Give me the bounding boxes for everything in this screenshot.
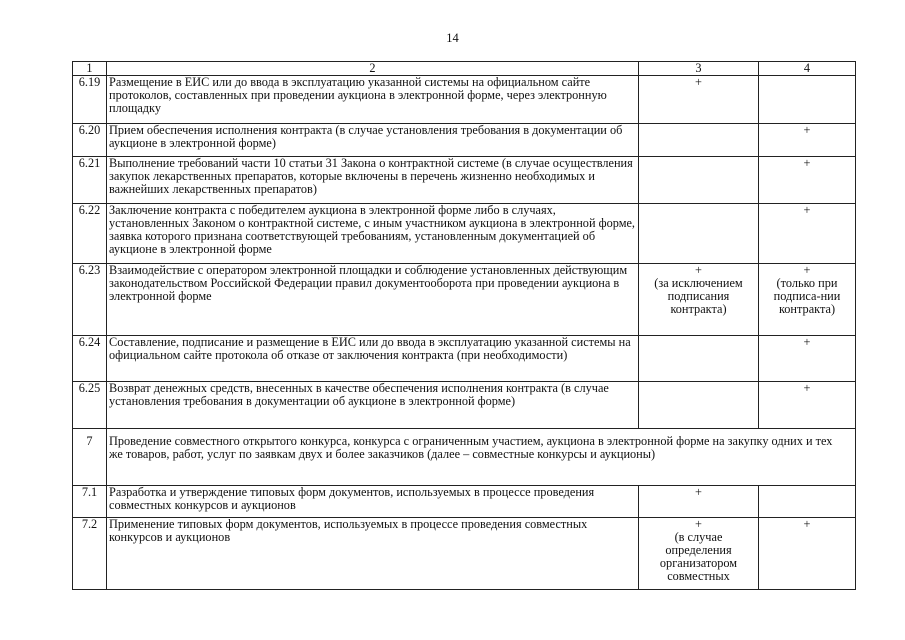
table-row (73, 486, 856, 518)
column-header: 1 (73, 62, 107, 76)
row-text: Возврат денежных средств, внесенных в качестве обеспечения исполнения контракта (в случае установления требования в документации об аукционе в электронной форме) (107, 382, 639, 429)
column-3-mark (639, 124, 759, 157)
column-4-note: (только при подписа-нии контракта) (773, 276, 841, 316)
column-header: 4 (759, 62, 856, 76)
table-row (73, 157, 856, 204)
table-row (73, 264, 856, 336)
column-4-mark (759, 486, 856, 518)
row-text: Заключение контракта с победителем аукциона в электронной форме либо в случаях, установленных Законом о контрактной системе, с иным участником аукциона в электронной форме, заявка которого признана соответствующей требованиям, установленным документацией об аукционе в электронной форме (107, 204, 639, 264)
column-4-mark: + (759, 336, 856, 382)
row-number: 7.1 (73, 486, 107, 518)
row-number: 6.20 (73, 124, 107, 157)
row-number: 6.22 (73, 204, 107, 264)
table-row (73, 382, 856, 429)
column-3-mark (639, 336, 759, 382)
column-3-mark: + (695, 517, 702, 531)
row-text: Взаимодействие с оператором электронной площадки и соблюдение установленных действующим законодательством Российской Федерации правил документооборота при проведении аукциона в электронной форме (107, 264, 639, 336)
row-text: Выполнение требований части 10 статьи 31 Закона о контрактной системе (в случае осуществления закупок лекарственных препаратов, которые включены в перечень жизненно необходимых и важнейших лекарственных препаратов) (107, 157, 639, 204)
column-4-mark: + (759, 518, 856, 590)
row-text: Разработка и утверждение типовых форм документов, используемых в процессе проведения совместных конкурсов и аукционов (107, 486, 639, 518)
row-text: Прием обеспечения исполнения контракта (в случае установления требования в документации об аукционе в электронной форме) (107, 124, 639, 157)
column-3-cell (639, 518, 759, 590)
column-3-mark (639, 157, 759, 204)
row-number: 6.19 (73, 76, 107, 124)
section-title: Проведение совместного открытого конкурса, конкурса с ограниченным участием, аукциона в электронной форме на закупку одних и тех же товаров, работ, услуг по заявкам двух и более заказчиков (далее – совместные конкурсы и аукционы) (107, 429, 856, 486)
column-3-cell (639, 264, 759, 336)
row-text: Размещение в ЕИС или до ввода в эксплуатацию указанной системы на официальном сайте протоколов, составленных при проведении аукциона в электронной форме, через электронную площадку (107, 76, 639, 124)
table-row (73, 76, 856, 124)
section-row (73, 429, 856, 486)
table-row (73, 336, 856, 382)
column-4-mark: + (803, 263, 811, 277)
column-3-mark: + (695, 263, 702, 277)
page-number: 14 (446, 31, 459, 45)
row-number: 6.21 (73, 157, 107, 204)
column-header: 3 (639, 62, 759, 76)
column-4-mark: + (759, 124, 856, 157)
column-4-mark: + (759, 382, 856, 429)
column-3-mark: + (639, 76, 759, 124)
column-3-note: (за исключением подписания контракта) (654, 276, 743, 316)
row-number: 7.2 (73, 518, 107, 590)
column-4-mark: + (759, 157, 856, 204)
column-header: 2 (107, 62, 639, 76)
column-3-mark (639, 204, 759, 264)
row-number: 7 (73, 429, 107, 486)
table-row (73, 518, 856, 590)
column-3-mark: + (639, 486, 759, 518)
table-row (73, 124, 856, 157)
row-text: Применение типовых форм документов, используемых в процессе проведения совместных конкурсов и аукционов (107, 518, 639, 590)
table-row (73, 204, 856, 264)
procedures-table (72, 61, 856, 590)
column-3-note: (в случае определения организатором совместных (659, 530, 738, 583)
row-text: Составление, подписание и размещение в ЕИС или до ввода в эксплуатацию указанной системы на официальном сайте протокола об отказе от заключения контракта (при необходимости) (107, 336, 639, 382)
column-3-mark (639, 382, 759, 429)
table-header-row (73, 62, 856, 76)
row-number: 6.23 (73, 264, 107, 336)
row-number: 6.24 (73, 336, 107, 382)
row-number: 6.25 (73, 382, 107, 429)
column-4-cell (759, 264, 856, 336)
column-4-mark (759, 76, 856, 124)
column-4-mark: + (759, 204, 856, 264)
